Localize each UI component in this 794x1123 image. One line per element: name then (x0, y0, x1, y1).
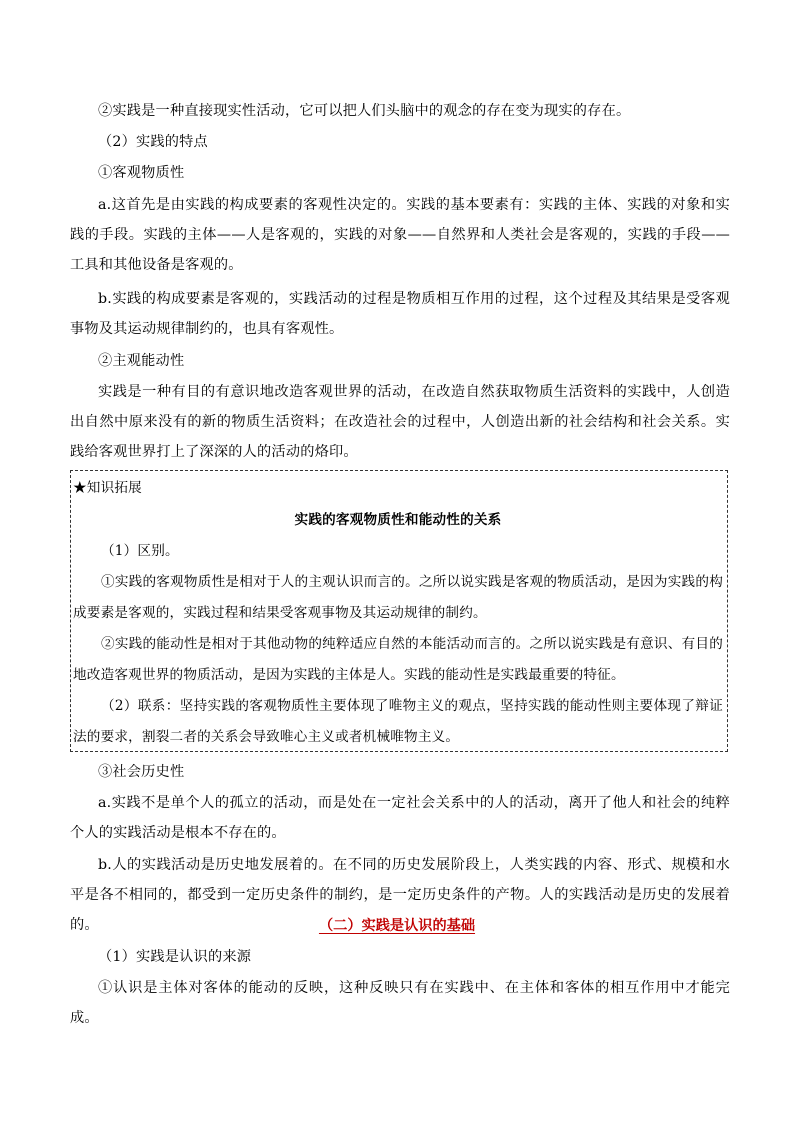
paragraph-subjective: 实践是一种有目的有意识地改造客观世界的活动，在改造自然获取物质生活资料的实践中，人创造出自然中原来没有的新的物质生活资料；在改造社会的过程中，人创造出新的社会结构和社会关系。实践给客观世界打上了深深的人的活动的烙印。 (70, 384, 730, 460)
heading-subjective-initiative: ②主观能动性 (98, 353, 185, 369)
paragraph-difference-2: ②实践的能动性是相对于其他动物的纯粹适应自然的本能活动而言的。之所以说实践是有意识、有目的地改造客观世界的物质活动，是因为实践的主体是人。实践的能动性是实践最重要的特征。 (73, 636, 723, 683)
paragraph-objective-a: a.这首先是由实践的构成要素的客观性决定的。实践的基本要素有：实践的主体、实践的对象和实践的手段。实践的主体——人是客观的，实践的对象——自然界和人类社会是客观的，实践的手段——工具和其他设备是客观的。 (70, 197, 730, 273)
paragraph-social-a: a.实践不是单个人的孤立的活动，而是处在一定社会关系中的人的活动，离开了他人和社会的纯粹个人的实践活动是根本不存在的。 (70, 795, 730, 841)
paragraph-practice-realizing: ②实践是一种直接现实性活动，它可以把人们头脑中的观念的存在变为现实的存在。 (98, 103, 631, 119)
paragraph-source-1: ①认识是主体对客体的能动的反映，这种反映只有在实践中、在主体和客体的相互作用中才能完成。 (70, 980, 730, 1026)
paragraph-difference-1: ①实践的客观物质性是相对于人的主观认识而言的。之所以说实践是客观的物质活动，是因为实践的构成要素是客观的，实践过程和结果受客观事物及其运动规律的制约。 (73, 574, 723, 621)
heading-source-of-knowledge: （1）实践是认识的来源 (98, 949, 252, 965)
knowledge-box-title: 实践的客观物质性和能动性的关系 (294, 512, 502, 528)
paragraph-social-b: b.人的实践活动是历史地发展着的。在不同的历史发展阶段上，人类实践的内容、形式、规模和水平是各不相同的，都受到一定历史条件的制约，是一定历史条件的产物。人的实践活动是历史的发展着的。 (70, 857, 730, 933)
paragraph-objective-b: b.实践的构成要素是客观的，实践活动的过程是物质相互作用的过程，这个过程及其结果是受客观事物及其运动规律制约的，也具有客观性。 (70, 291, 730, 337)
section-title-practice-basis (0, 911, 794, 941)
knowledge-expansion-label: ★知识拓展 (73, 480, 142, 496)
heading-difference: （1）区别。 (101, 543, 179, 559)
section-title-text: （二）实践是认识的基础 (318, 918, 476, 934)
heading-practice-features: （2）实践的特点 (98, 134, 208, 150)
heading-social-historical: ③社会历史性 (98, 764, 185, 780)
paragraph-relation: （2）联系：坚持实践的客观物质性主要体现了唯物主义的观点，坚持实践的能动性则主要体现了辩证法的要求，割裂二者的关系会导致唯心主义或者机械唯物主义。 (73, 698, 723, 745)
heading-objective-materiality: ①客观物质性 (98, 165, 185, 181)
knowledge-expansion-box (70, 470, 728, 752)
